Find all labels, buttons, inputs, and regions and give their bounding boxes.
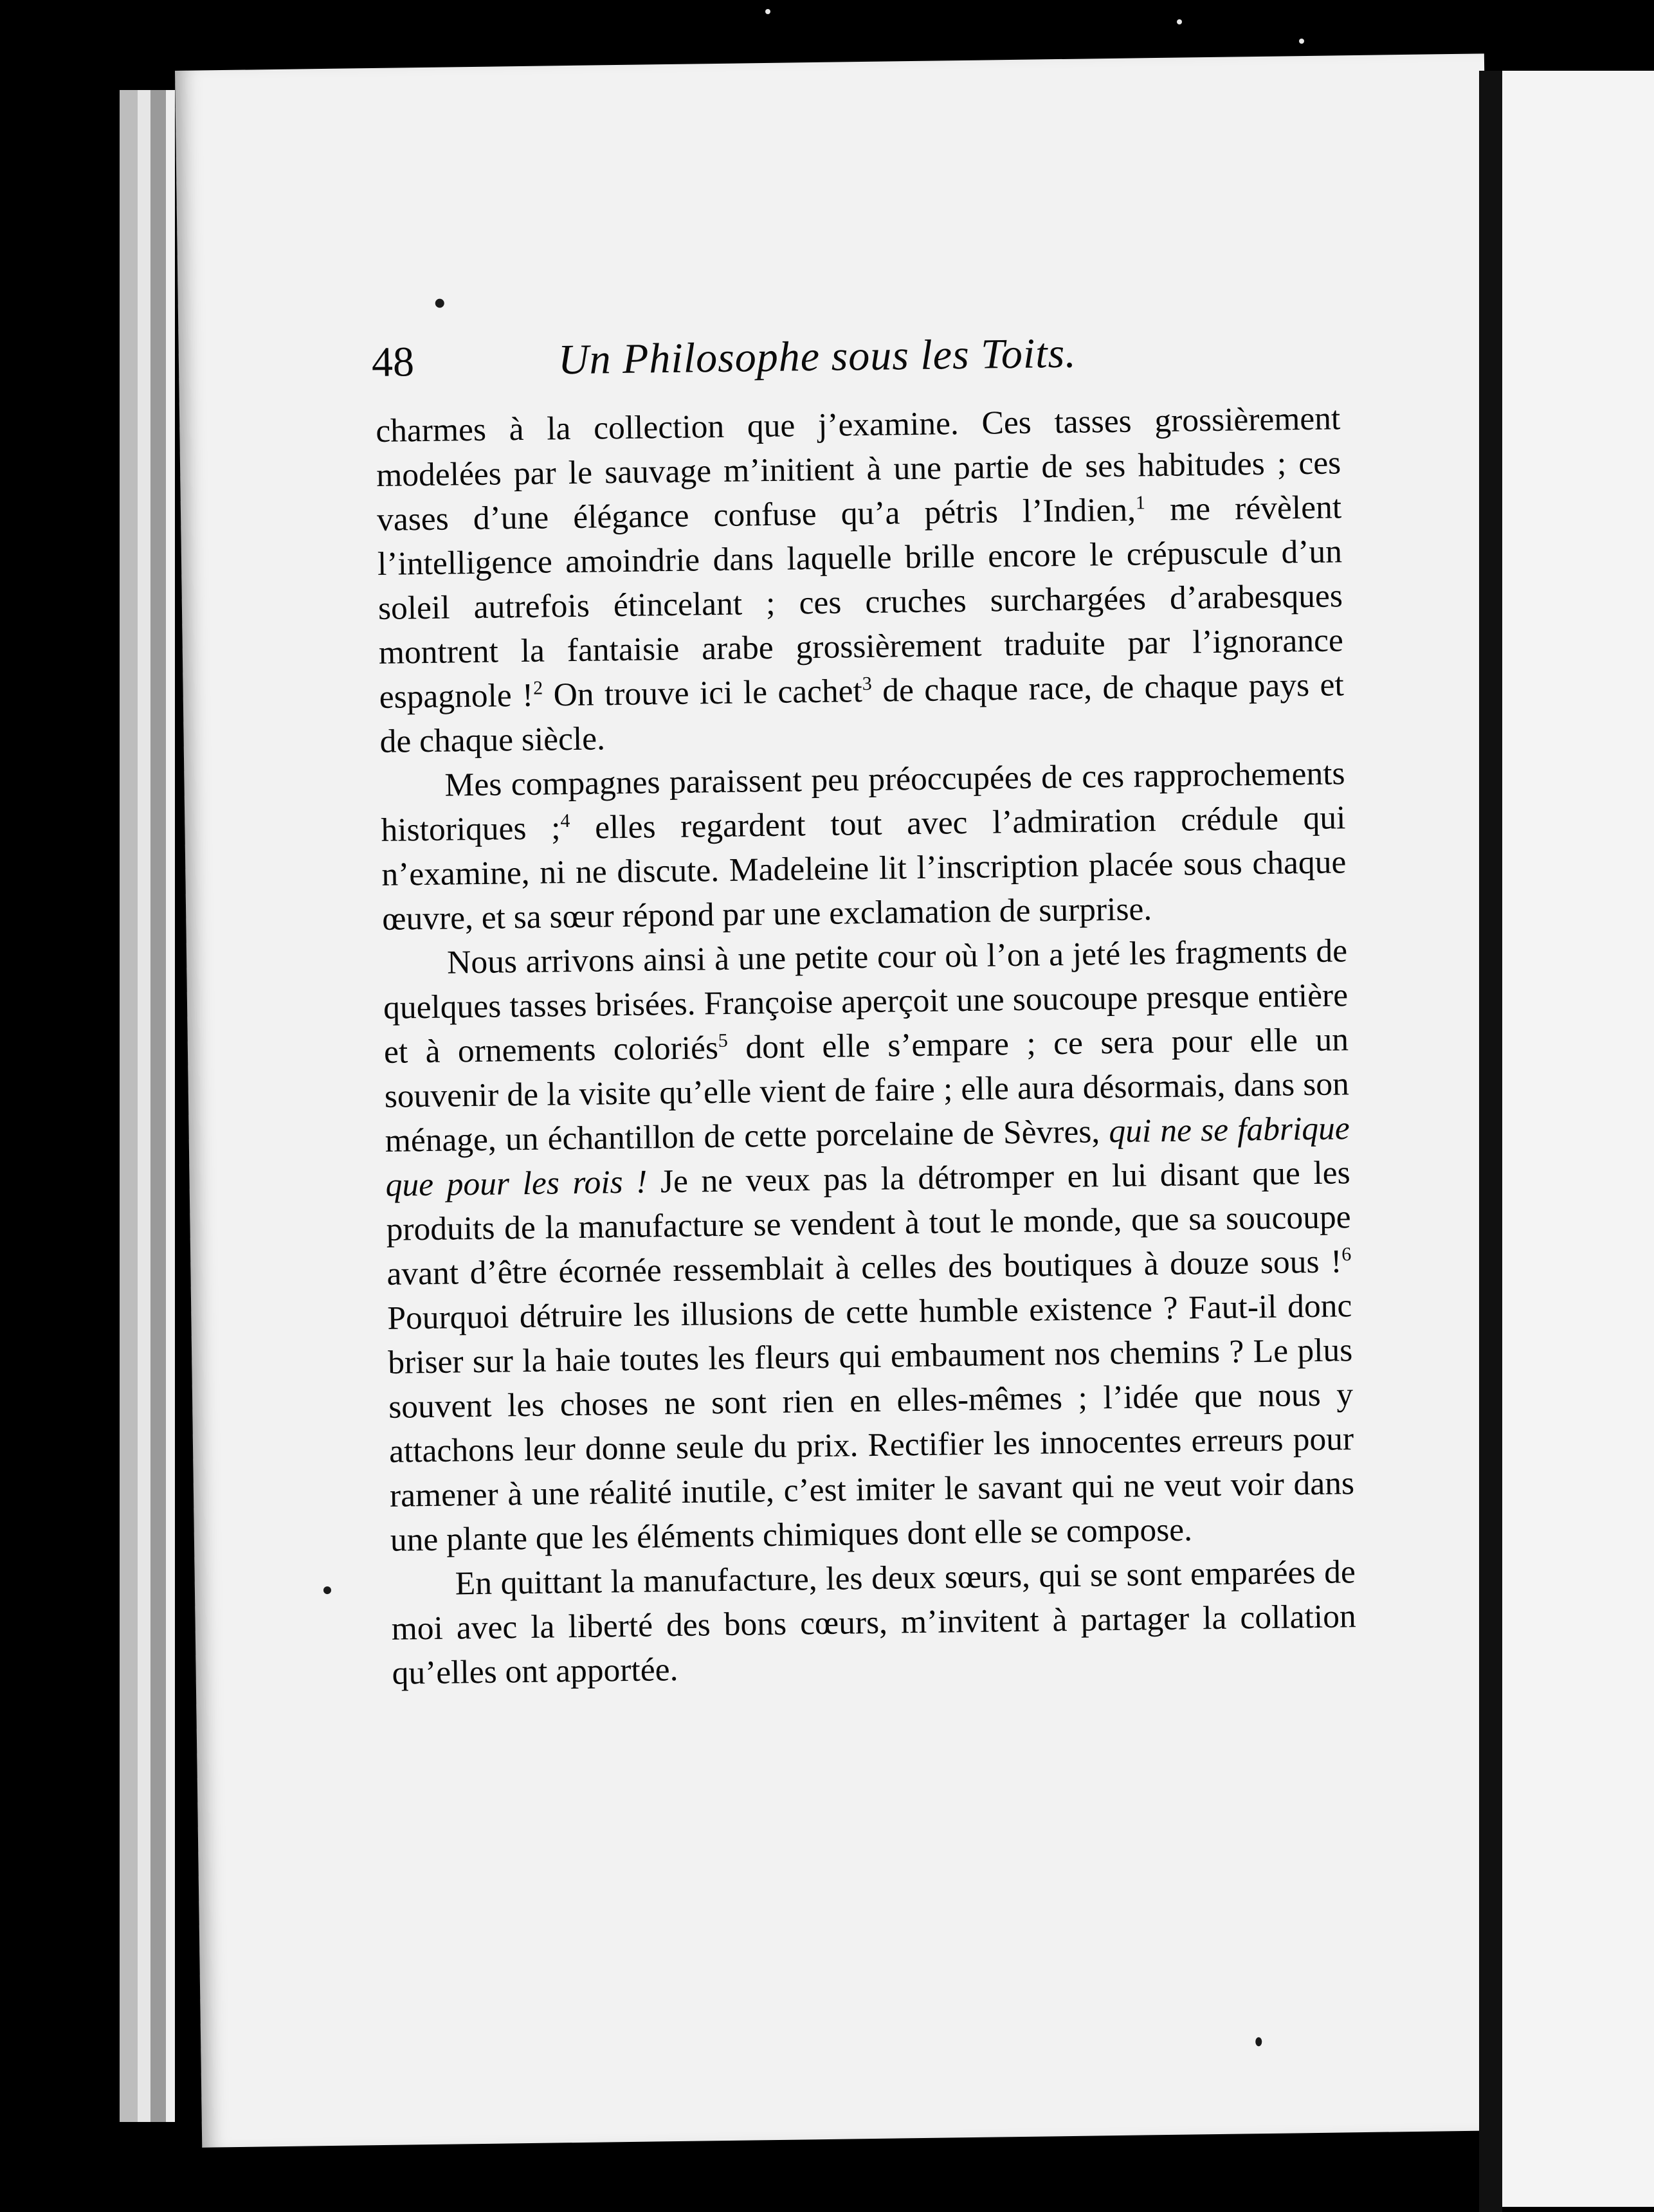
paragraph — [383, 929, 1356, 1563]
text-run: me révèlent l’intelligence amoindrie dans laquelle brille encore le crépuscule d’un soleil autrefois étincelant ; ces cruches surchargées d’arabesques montrent la fantaisie arabe grossièrement traduite par l’ignorance espagnole ! — [377, 489, 1344, 716]
page-number: 48 — [371, 338, 415, 386]
footnote-marker: 3 — [862, 673, 872, 694]
text-run: dont elle s’empare ; ce sera pour elle un souvenir de la visite qu’elle vient de faire ; elle aura désormais, dans son ménage, un échantillon de cette porcelaine de Sèvres, — [384, 1021, 1350, 1159]
ink-speck — [323, 1586, 331, 1594]
dust-speck — [1177, 19, 1182, 24]
page-edge — [150, 90, 166, 2122]
text-run: elles regardent tout avec l’admiration crédule qui n’examine, ni ne discute. Madeleine lit l’inscription placée sous chaque œuvre, et sa sœur répond par une exclamation de surprise. — [381, 799, 1347, 938]
footnote-marker: 6 — [1341, 1244, 1352, 1265]
running-title: Un Philosophe sous les Toits. — [558, 329, 1077, 384]
page-header — [371, 325, 1336, 409]
footnote-marker: 2 — [532, 677, 543, 699]
text-run: Je ne veux pas la détromper en lui disant que les produits de la manufacture se vendent à tout le monde, que sa soucoupe avant d’être écornée ressemblait à celles des boutiques à douze sous ! — [386, 1154, 1351, 1292]
dust-speck — [1299, 39, 1304, 44]
text-run: On trouve ici le cachet — [542, 673, 863, 714]
text-run: En quittant la manufacture, les deux sœurs, qui se sont emparées de moi avec la liberté des bons cœurs, m’invitent à partager la collation qu’elles ont apportée. — [391, 1554, 1356, 1692]
dust-speck — [765, 9, 770, 14]
text-run: Pourquoi détruire les illusions de cette humble existence ? Faut-il donc briser sur la haie toutes les fleurs qui embaument nos chemins ? Le plus souvent les choses ne sont rien en elles-mêmes ; l’idée que nous y attachons leur donne seule du prix. Rectifier les innocentes erreurs pour ramener à une réalité inutile, c’est imiter le savant qui ne veut voir dans une plante que les éléments chimiques dont elle se compose. — [387, 1287, 1355, 1559]
paragraph — [380, 751, 1347, 941]
paragraph — [376, 396, 1345, 764]
book-page — [175, 53, 1511, 2147]
body-text — [376, 396, 1357, 1695]
text-run: Mes compagnes paraissent peu préoccupées de ces rapprochements historiques ; — [381, 755, 1345, 849]
italic-phrase: qui ne se fabrique que pour les rois ! — [385, 1110, 1350, 1204]
ink-speck — [1255, 2037, 1262, 2046]
text-run: Nous arrivons ainsi à une petite cour où l’on a jeté les fragments de quelques tasses brisées. Françoise aperçoit une soucoupe presque entière et à ornements coloriés — [383, 932, 1349, 1071]
footnote-marker: 5 — [718, 1029, 729, 1051]
facing-page — [1502, 71, 1654, 2207]
page-edge — [120, 90, 138, 2122]
footnote-marker: 1 — [1135, 492, 1146, 514]
text-run: de chaque race, de chaque pays et de chaque siècle. — [379, 666, 1345, 760]
footnote-marker: 4 — [560, 810, 570, 832]
page-gutter — [1479, 71, 1502, 2212]
ink-speck — [435, 299, 444, 308]
page-edge — [138, 90, 150, 2122]
text-run: charmes à la collection que j’examine. Ces tasses grossièrement modelées par le sauvage m’initient à une partie de ses habitudes ; ces vases d’une élégance confuse qu’a pétris l’Indien, — [375, 400, 1341, 538]
paragraph — [390, 1550, 1357, 1696]
page-edge — [166, 90, 175, 2122]
